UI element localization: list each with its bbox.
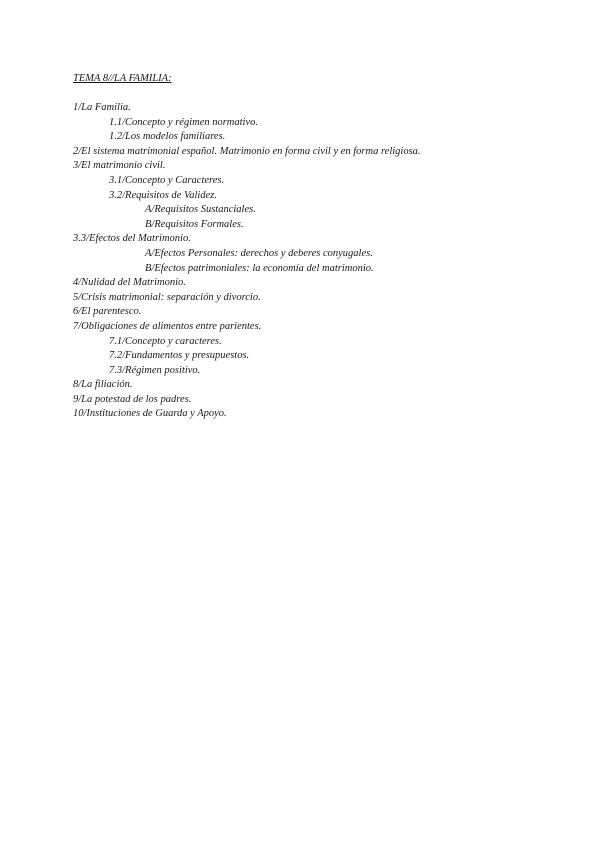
outline-item: 10/Instituciones de Guarda y Apoyo.	[73, 408, 227, 420]
document-title: TEMA 8//LA FAMILIA:	[73, 73, 172, 84]
outline-item: 8/La filiación.	[73, 379, 133, 391]
outline-item: 6/El parentesco.	[73, 306, 142, 318]
outline-item: 3.2/Requisitos de Validez.	[109, 189, 217, 201]
outline-item: 4/Nulidad del Matrimonio.	[73, 277, 186, 289]
outline-item: 7/Obligaciones de alimentos entre parientes.	[73, 320, 262, 332]
outline-item: B/Requisitos Formales.	[145, 218, 244, 230]
outline-item: B/Efectos patrimoniales: la economía del matrimonio.	[145, 262, 374, 274]
outline-item: 9/La potestad de los padres.	[73, 393, 192, 405]
outline-item: 1.1/Concepto y régimen normativo.	[109, 116, 259, 128]
outline-item: A/Efectos Personales: derechos y deberes conyugales.	[145, 247, 373, 259]
outline-item: A/Requisitos Sustanciales.	[145, 204, 256, 216]
outline-item: 7.3/Régimen positivo.	[109, 364, 201, 376]
outline-item: 3.3/Efectos del Matrimonio.	[73, 233, 191, 245]
outline-item: 7.1/Concepto y caracteres.	[109, 335, 222, 347]
outline-item: 7.2/Fundamentos y presupuestos.	[109, 350, 250, 362]
outline-item: 2/El sistema matrimonial español. Matrimonio en forma civil y en forma religiosa.	[73, 145, 421, 157]
outline-item: 5/Crisis matrimonial: separación y divorcio.	[73, 291, 261, 303]
outline-item: 3.1/Concepto y Caracteres.	[109, 174, 225, 186]
outline-item: 3/El matrimonio civil.	[73, 160, 166, 172]
outline-item: 1.2/Los modelos familiares.	[109, 131, 226, 143]
outline-item: 1/La Familia.	[73, 102, 131, 113]
topic-outline	[73, 101, 421, 422]
